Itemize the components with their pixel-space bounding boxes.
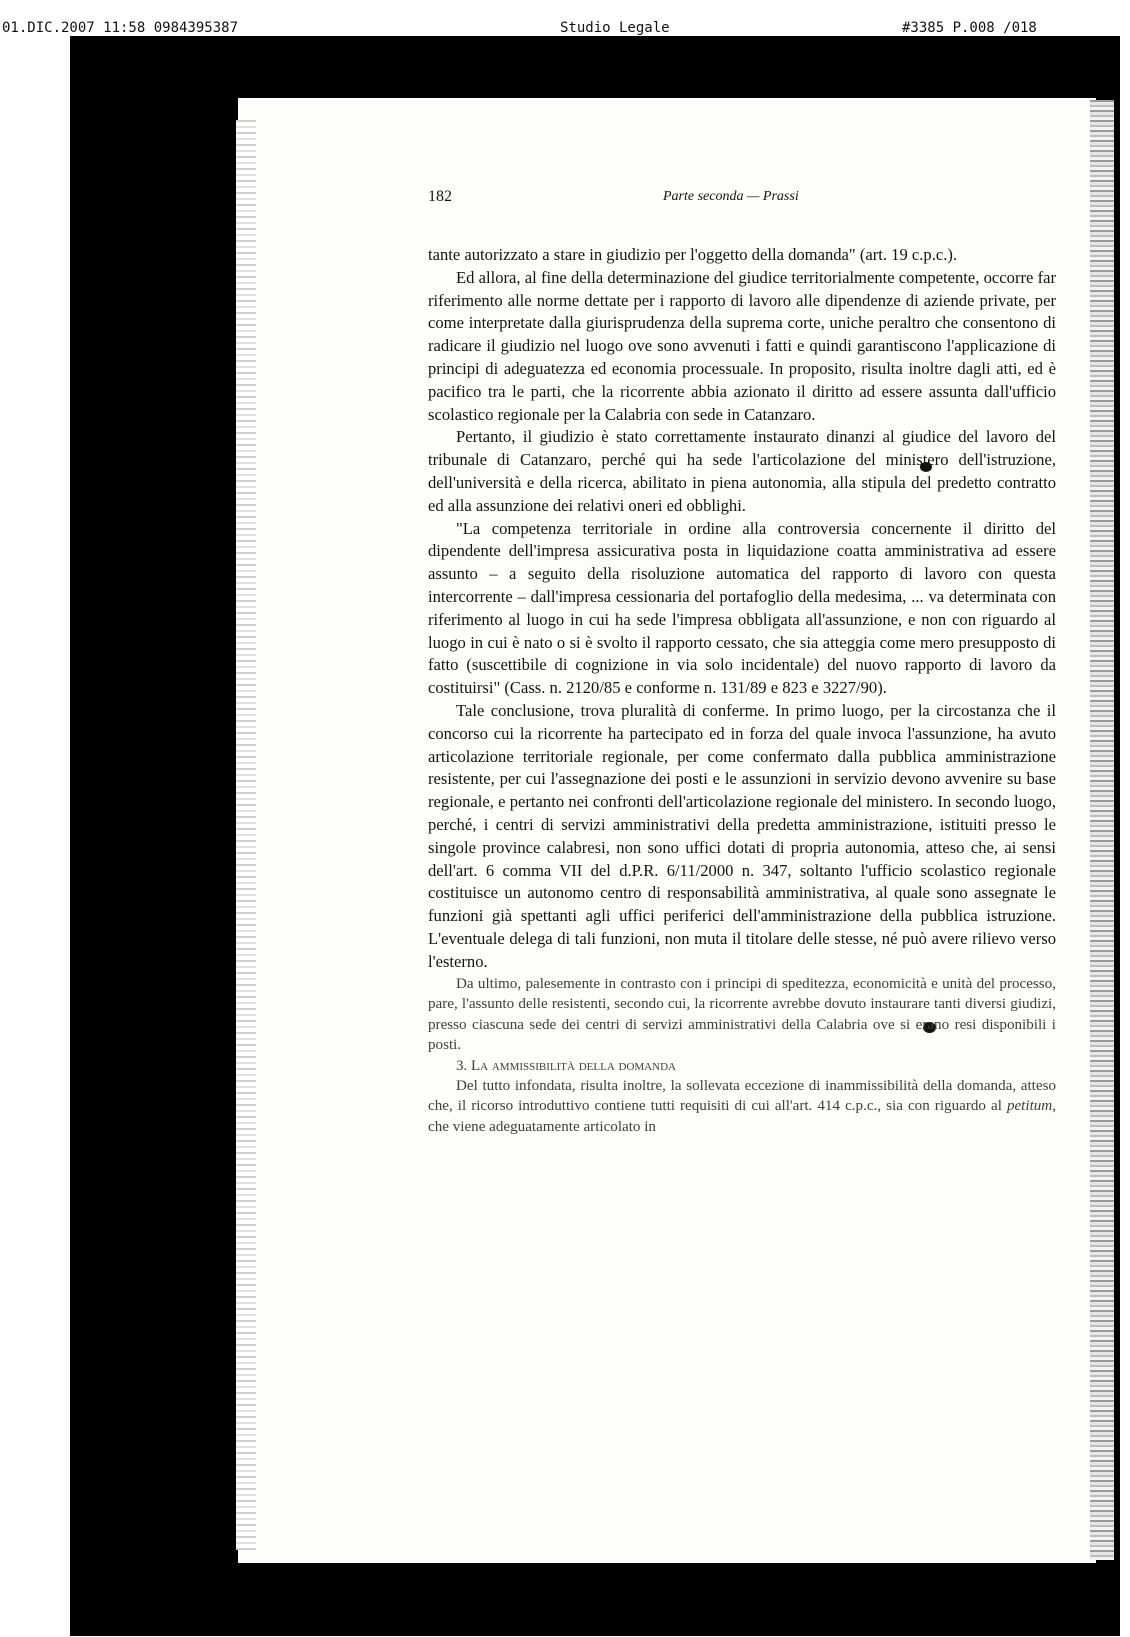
section-heading: 3. La ammissibilità della domanda <box>456 1057 676 1074</box>
paragraph: Tale conclusione, trova pluralità di conferme. In primo luogo, per la circostanza che il concorso cui la ricorrente ha partecipato ed in forza del quale invoca l'assunzione, ha avuto articolazione territoriale regionale, per come confermato dalla pubblica amministrazione resistente, per cui l'assegnazione dei posti e le assunzioni in servizio devono avvenire su base regionale, e pertanto nei confronti dell'articolazione regionale del ministero. In secondo luogo, perché, i centri di servizi amministrativi della predetta amministrazione, istituiti presso le singole province calabresi, non sono uffici dotati di propria autonomia, atteso che, ai sensi dell'art. 6 comma VII del d.P.R. 6/11/2000 n. 347, soltanto l'ufficio scolastico regionale costituisce un autonomo centro di responsabilità amministrativa, al quale sono assegnate le funzioni già spettanti agli uffici periferici dell'amministrazione della pubblica istruzione. L'eventuale delega di tali funzioni, non muta il titolare delle stesse, né può avere rilievo verso l'esterno. <box>428 700 1056 971</box>
italic-term: petitum <box>1006 1098 1053 1115</box>
fax-page-counter: #3385 P.008 /018 <box>902 20 1037 36</box>
paragraph: Ed allora, al fine della determinazione del giudice territorialmente competente, occorre far riferimento alle norme dettate per i rapporto di lavoro alle dipendenze di aziende private, per come interpretate dalla giurisprudenza della suprema corte, uniche peraltro che consentono di radicare il giudizio nel luogo ove sono avvenuti i fatti e quindi garantiscono l'applicazione di principi di adeguatezza ed economia processuale. In proposito, risulta inoltre dagli atti, ed è pacifico tra le parti, che la ricorrente abbia azionato il diritto ad essere assunta dall'ufficio scolastico regionale per la Calabria con sede in Catanzaro. <box>428 267 1056 424</box>
body-text <box>428 244 1056 1138</box>
paragraph: tante autorizzato a stare in giudizio per l'oggetto della domanda" (art. 19 c.p.c.). <box>428 245 958 264</box>
page-number: 182 <box>428 188 452 205</box>
paragraph: Da ultimo, palesemente in contrasto con i principi di speditezza, economicità e unità del processo, pare, l'assunto delle resistenti, secondo cui, la ricorrente avrebbe dovuto instaurare tanti diversi giudizi, presso ciascuna sede dei centri di servizi amministrativi della Calabria ove si erano resi disponibili i posti. <box>428 975 1056 1054</box>
section-title: Parte seconda — Prassi <box>663 189 799 204</box>
paragraph-text: , che viene adeguatamente articolato in <box>428 1098 1056 1136</box>
running-head <box>428 186 1056 222</box>
page-stack-edge <box>1090 100 1114 1560</box>
fax-transmission-header <box>0 0 1130 34</box>
page-text-block <box>428 186 1056 1138</box>
quotation-paragraph: "La competenza territoriale in ordine alla controversia concernente il diritto del dipendente dell'impresa assicurativa posta in liquidazione coatta amministrativa ad essere assunto – a seguito della risoluzione automatica del rapporto di lavoro con questa intercorrente – dall'impresa cessionaria del portafoglio della medesima, ... va determinata con riferimento al luogo in cui ha sede l'impresa obbligata all'assunzione, e non con riguardo al luogo in cui è nato o si è svolto il rapporto cessato, che sia atteggia come mero presupposto di fatto (suscettibile di cognizione in via solo incidentale) del nuovo rapporto di lavoro da costituirsi" (Cass. n. 2120/85 e conforme n. 131/89 e 823 e 3227/90). <box>428 518 1056 698</box>
page-binding-edge <box>236 120 256 1550</box>
paragraph: Pertanto, il giudizio è stato correttamente instaurato dinanzi al giudice del lavoro del tribunale di Catanzaro, perché qui ha sede l'articolazione del ministero dell'istruzione, dell'università e della ricerca, abilitato in piena autonomia, alla stipula del predetto contratto ed alla assunzione dei relativi oneri ed obblighi. <box>428 427 1056 515</box>
fax-sender-name: Studio Legale <box>560 20 670 36</box>
paragraph-text: Del tutto infondata, risulta inoltre, la sollevata eccezione di inammissibilità della domanda, atteso che, il ricorso introduttivo contiene tutti requisiti di cui all'art. 414 c.p.c., sia con riguardo al <box>428 1077 1056 1115</box>
paragraph <box>428 1076 1056 1138</box>
fax-date-time-number: 01.DIC.2007 11:58 0984395387 <box>2 20 239 36</box>
